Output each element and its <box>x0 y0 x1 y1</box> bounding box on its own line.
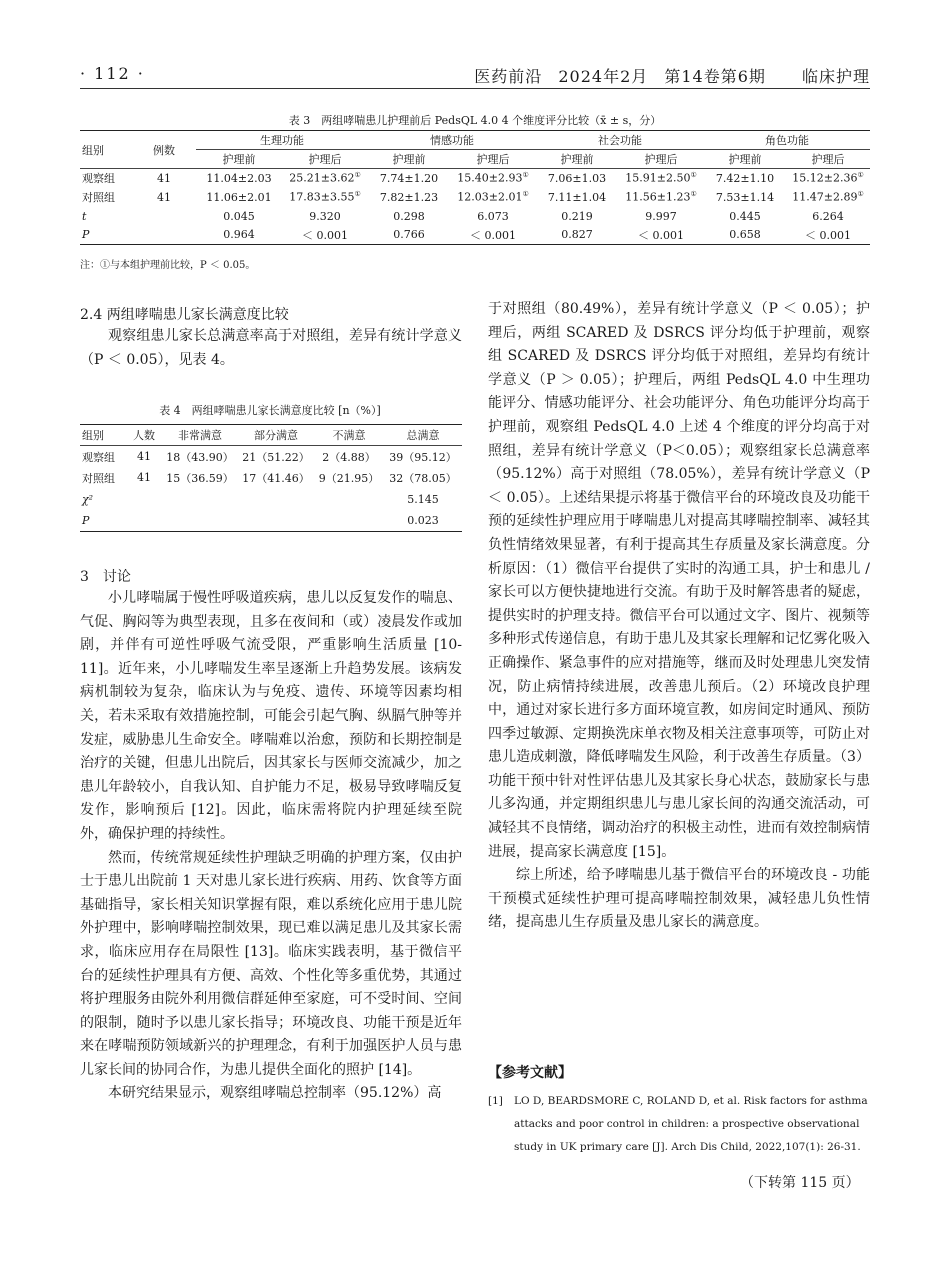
table-cell: 6.264 <box>812 209 844 223</box>
table-row <box>80 510 462 531</box>
table-cell: 5.145 <box>407 492 439 506</box>
table-header-row <box>80 425 462 446</box>
table-cell: 15.91±2.50① <box>625 171 697 186</box>
table-cell: ＜ 0.001 <box>638 228 684 242</box>
table-cell <box>126 489 162 510</box>
table3-sub-before: 护理前 <box>728 153 762 166</box>
table-cell: 11.47±2.89① <box>792 190 864 204</box>
volume: 第14卷第6期 <box>664 67 766 86</box>
table-cell: 41 <box>157 171 171 185</box>
table4 <box>80 424 462 532</box>
table3-sub-before: 护理前 <box>560 153 594 166</box>
table4-caption: 表 4 两组哮喘患儿家长满意度比较 [n（%）] <box>159 404 381 417</box>
table-cell: 11.04±2.03 <box>206 171 272 185</box>
table-cell: 32（78.05） <box>389 471 457 485</box>
table3-sub-after: 护理后 <box>811 153 845 166</box>
table-cell: 观察组 <box>82 450 115 464</box>
table-cell <box>238 510 314 531</box>
section-name: 临床护理 <box>801 67 870 86</box>
table3-dim-social: 社会功能 <box>536 131 704 150</box>
table-cell: 0.827 <box>561 228 593 242</box>
section-2-4-body: 观察组患儿家长总满意率高于对照组，差异有统计学意义（P ＜ 0.05），见表 4。 <box>80 328 462 368</box>
paragraph: 本研究结果显示，观察组哮喘总控制率（95.12%）高 <box>108 1085 442 1102</box>
table3-sub-after: 护理后 <box>476 153 510 166</box>
page-header <box>80 58 870 89</box>
table-row <box>80 467 462 488</box>
page-number: · 112 · <box>80 64 145 83</box>
table3-sub-before: 护理前 <box>222 153 256 166</box>
table4-header: 总满意 <box>406 429 440 443</box>
table3-caption: 表 3 两组哮喘患儿护理前后 PedsQL 4.0 4 个维度评分比较（x̄ ± s，分） <box>288 114 662 127</box>
table-cell: 21（51.22） <box>242 450 310 464</box>
reference-number: [1] <box>488 1095 503 1107</box>
table-cell: 18（43.90） <box>166 450 234 464</box>
significance-mark: ① <box>354 190 361 199</box>
table3-dim-emotional: 情感功能 <box>368 131 536 150</box>
issue-date: 2024年2月 <box>558 67 649 86</box>
journal-name: 医药前沿 <box>474 67 543 86</box>
significance-mark: ① <box>354 171 361 180</box>
table-cell: 41 <box>157 190 171 204</box>
table-cell: 7.74±1.20 <box>379 171 439 185</box>
table-cell: P <box>82 228 90 242</box>
table3-header-group: 组别 <box>82 143 104 157</box>
table4-header: 非常满意 <box>178 429 222 443</box>
table-row <box>80 207 870 226</box>
table-cell: 9.320 <box>309 209 341 223</box>
table-cell: 9.997 <box>645 209 677 223</box>
discussion-right-column <box>488 298 870 935</box>
table-cell: 0.964 <box>223 228 255 242</box>
table-cell: 0.658 <box>729 228 761 242</box>
paragraph: 小儿哮喘属于慢性呼吸道疾病，患儿以反复发作的喘息、气促、胸闷等为典型表现，且多在夜间和（或）凌晨发作或加剧，并伴有可逆性呼吸气流受限，严重影响生活质量 [10-11]。近年来，小儿哮喘发生率呈逐渐上升趋势发展。该病发病机制较为复杂，临床认为与免疫、遗传、环境等因素均相关，若未采取有效措施控制，可能会引起气胸、纵膈气肿等并发症，威胁患儿生命安全。哮喘难以治愈，预防和长期控制是治疗的关键，但患儿出院后，因其家长与医师交流减少，加之患儿年龄较小，自我认知、自护能力不足，极易导致哮喘反复发作，影响预后 [12]。因此，临床需将院内护理延续至院外，确保护理的持续性。 <box>80 590 462 842</box>
table-cell <box>132 207 196 226</box>
table4-header: 组别 <box>82 429 104 443</box>
table4-header: 不满意 <box>332 429 366 443</box>
table3-sub-before: 护理前 <box>392 153 426 166</box>
table-cell: 6.073 <box>477 209 509 223</box>
table-cell: 0.766 <box>393 228 425 242</box>
table-cell: 11.06±2.01 <box>206 190 272 204</box>
table-cell: ＜ 0.001 <box>302 228 348 242</box>
table-cell: 9（21.95） <box>318 471 380 485</box>
table-cell: 2（4.88） <box>322 450 376 464</box>
paragraph: 综上所述，给予哮喘患儿基于微信平台的环境改良 - 功能干预模式延续性护理可提高哮喘控制效果，减轻患儿负性情绪，提高患儿生存质量及患儿家长的满意度。 <box>488 867 870 931</box>
significance-mark: ① <box>522 171 529 180</box>
table-row <box>80 446 462 467</box>
table3 <box>80 130 870 245</box>
table4-header: 部分满意 <box>254 429 298 443</box>
table-cell <box>238 489 314 510</box>
table3-dim-physical: 生理功能 <box>196 131 368 150</box>
significance-mark: ① <box>857 171 864 180</box>
paragraph: 于对照组（80.49%），差异有统计学意义（P ＜ 0.05）；护理后，两组 SCARED 及 DSRCS 评分均低于护理前，观察组 SCARED 及 DSRCS 评分均低于对照组，差异均有统计学意义（P ＞ 0.05）；护理后，两组 PedsQL 4.0 中生理功能评分、情感功能评分、社会功能评分、角色功能评分均高于护理前，观察组 PedsQL 4.0 上述 4 个维度的评分均高于对照组，差异有统计学意义（P＜0.05）；观察组家长总满意率（95.12%）高于对照组（78.05%），差异有统计学意义（P ＜ 0.05）。上述结果提示将基于微信平台的环境改良及功能干预的延续性护理应用于哮喘患儿对提高其哮喘控制率、减轻其负性情绪效果显著，有利于提高其生存质量及家长满意度。分析原因：（1）微信平台提供了实时的沟通工具，护士和患儿 / 家长可以方便快捷地进行交流。有助于及时解答患者的疑虑，提供实时的护理支持。微信平台可以通过文字、图片、视频等多种形式传递信息，有助于患儿及其家长理解和记忆雾化吸入正确操作、紧急事件的应对措施等，继而及时处理患儿突发情况，防止病情持续进展，改善患儿预后。（2）环境改良护理中，通过对家长进行多方面环境宣教，如房间定时通风、预防四季过敏源、定期换洗床单衣物及相关注意事项等，可防止对患儿造成刺激，降低哮喘发生风险，利于改善生存质量。（3）功能干预中针对性评估患儿及其家长身心状态，鼓励家长与患儿多沟通，并定期组织患儿与患儿家长间的沟通交流活动，可减轻其不良情绪，调动治疗的积极主动性，进而有效控制病情进展，提高家长满意度 [15]。 <box>488 301 870 860</box>
table4-header: 人数 <box>133 429 155 443</box>
significance-mark: ① <box>857 190 864 199</box>
table-cell: 15（36.59） <box>166 471 234 485</box>
table-cell: 39（95.12） <box>389 450 457 464</box>
table-cell <box>162 489 238 510</box>
table-cell <box>162 510 238 531</box>
table-row <box>80 489 462 510</box>
table-cell: 12.03±2.01① <box>457 190 529 204</box>
table-cell <box>126 510 162 531</box>
table-cell: 0.298 <box>393 209 425 223</box>
table-cell: 7.42±1.10 <box>715 171 775 185</box>
table-cell: ＜ 0.001 <box>470 228 516 242</box>
table-cell: 对照组 <box>82 471 115 485</box>
significance-mark: ① <box>690 171 697 180</box>
table-cell: χ² <box>82 492 94 506</box>
table-cell: 0.045 <box>223 209 255 223</box>
table-cell: 0.219 <box>561 209 593 223</box>
table-row <box>80 169 870 188</box>
table3-sub-after: 护理后 <box>308 153 342 166</box>
discussion-left-column <box>80 587 462 1106</box>
table-cell: 0.445 <box>729 209 761 223</box>
table-cell: 41 <box>137 450 151 464</box>
table3-header-n: 例数 <box>153 143 175 157</box>
table-cell: 7.06±1.03 <box>547 171 607 185</box>
table-cell: 11.56±1.23① <box>625 190 697 204</box>
table-cell: 7.11±1.04 <box>547 190 607 204</box>
continued-note: （下转第 115 页） <box>740 1175 860 1191</box>
table3-sub-after: 护理后 <box>644 153 678 166</box>
table3-note: 注：①与本组护理前比较，P ＜ 0.05。 <box>80 260 256 271</box>
significance-mark: ① <box>690 190 697 199</box>
section-2-4-title: 2.4 两组哮喘患儿家长满意度比较 <box>80 307 289 323</box>
table-cell: t <box>82 209 87 223</box>
table-row <box>80 188 870 207</box>
table-cell: P <box>82 514 90 527</box>
significance-mark: ① <box>522 190 529 199</box>
table-cell: 观察组 <box>82 172 115 186</box>
table-cell: 25.21±3.62① <box>289 171 361 186</box>
reference-text: LO D, BEARDSMORE C, ROLAND D, et al. Risk factors for asthma attacks and poor control in children: a prospective observational study in UK primary care [J]. Arch Dis Child, 2022,107(1): 26-31. <box>514 1095 868 1153</box>
journal-info <box>464 64 870 87</box>
table-cell: 7.53±1.14 <box>715 190 775 204</box>
discussion-title: 3 讨论 <box>80 569 131 585</box>
table-cell <box>314 489 384 510</box>
table-cell: 41 <box>137 471 151 485</box>
table-cell: 17（41.46） <box>242 471 310 485</box>
table-cell: 15.12±2.36① <box>792 171 864 186</box>
paragraph: 然而，传统常规延续性护理缺乏明确的护理方案，仅由护士于患儿出院前 1 天对患儿家长进行疾病、用药、饮食等方面基础指导，家长相关知识掌握有限，难以系统化应用于患儿院外护理中，影响哮喘控制效果，现已难以满足患儿及其家长需求，临床应用存在局限性 [13]。临床实践表明，基于微信平台的延续性护理具有方便、高效、个性化等多重优势，其通过将护理服务由院外利用微信群延伸至家庭，可不受时间、空间的限制，随时予以患儿家长指导；环境改良、功能干预是近年来在哮喘预防领域新兴的护理理念，有利于加强医护人员与患儿家长间的协同合作，为患儿提供全面化的照护 [14]。 <box>80 849 462 1078</box>
table-cell <box>132 226 196 245</box>
table-cell <box>314 510 384 531</box>
table-cell: 17.83±3.55① <box>289 190 361 204</box>
table-cell: 0.023 <box>407 514 439 527</box>
references-title: 【参考文献】 <box>488 1065 572 1081</box>
table-row <box>80 226 870 245</box>
table-cell: 对照组 <box>82 191 115 204</box>
table-cell: 15.40±2.93① <box>457 171 529 186</box>
table3-dim-role: 角色功能 <box>704 131 870 150</box>
table-cell: 7.82±1.23 <box>379 190 439 204</box>
table-cell: ＜ 0.001 <box>805 228 851 242</box>
reference-item <box>488 1090 870 1159</box>
